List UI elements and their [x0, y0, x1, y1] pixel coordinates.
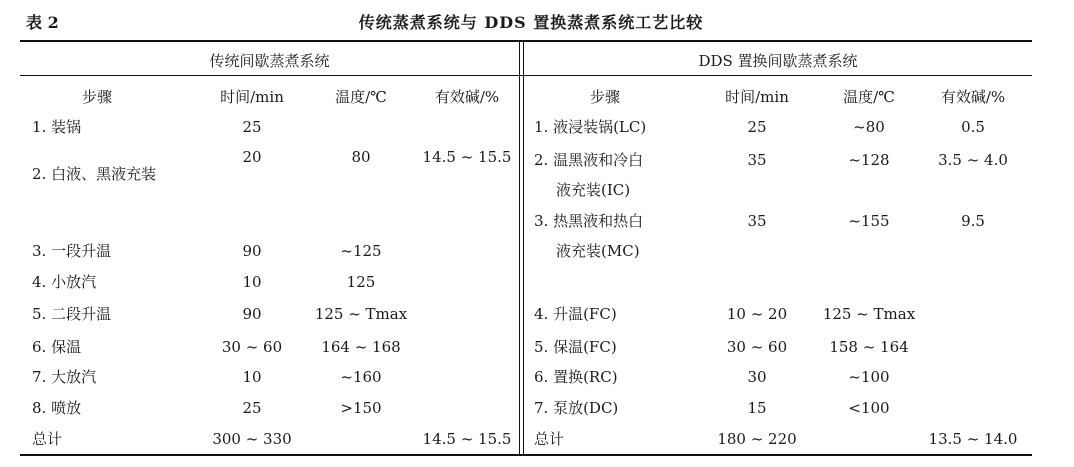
table-number: 表 2 [26, 13, 59, 32]
left-cell-temp: 125 ~ Tmax [314, 305, 408, 323]
left-cell-step: 2. 白液、黑液充装 [32, 165, 157, 183]
right-cell-time: 35 [747, 212, 767, 230]
left-cell-time: 90 [242, 305, 262, 323]
right-cell-time: 30 ~ 60 [726, 338, 788, 356]
right-cell-temp: ~128 [848, 151, 890, 169]
left-cell-temp: 125 [346, 273, 376, 291]
right-cell-step: 7. 泵放(DC) [534, 399, 619, 417]
left-cell-time: 30 ~ 60 [221, 338, 283, 356]
left-total-alkali: 14.5 ~ 15.5 [422, 430, 512, 448]
left-cell-temp: 164 ~ 168 [321, 338, 401, 356]
right-cell-step-continued: 液充装(IC) [556, 181, 631, 199]
right-cell-alkali: 9.5 [961, 212, 985, 230]
left-total-time: 300 ~ 330 [212, 430, 292, 448]
right-cell-temp: 158 ~ 164 [829, 338, 909, 356]
left-cell-temp: 80 [351, 148, 371, 166]
right-header-temp: 温度/℃ [843, 88, 895, 106]
left-cell-time: 10 [242, 273, 262, 291]
right-header-time: 时间/min [725, 88, 789, 106]
right-cell-temp: 125 ~ Tmax [822, 305, 916, 323]
table-caption [26, 10, 1036, 32]
right-cell-temp: ~100 [848, 368, 890, 386]
left-cell-step: 3. 一段升温 [32, 242, 112, 260]
right-cell-alkali: 0.5 [961, 118, 985, 136]
left-cell-time: 25 [242, 118, 262, 136]
right-cell-step: 4. 升温(FC) [534, 305, 617, 323]
right-cell-step: 5. 保温(FC) [534, 338, 617, 356]
left-cell-step: 5. 二段升温 [32, 305, 112, 323]
right-cell-time: 30 [747, 368, 767, 386]
left-cell-temp: >150 [340, 399, 382, 417]
table-title: 传统蒸煮系统与 DDS 置换蒸煮系统工艺比较 [358, 13, 704, 32]
left-cell-time: 25 [242, 399, 262, 417]
left-cell-time: 20 [242, 148, 262, 166]
left-cell-step: 1. 装锅 [32, 118, 82, 136]
left-header-alkali: 有效碱/% [434, 88, 500, 106]
right-group-title: DDS 置换间歇蒸煮系统 [698, 52, 858, 70]
left-cell-alkali: 14.5 ~ 15.5 [422, 148, 512, 166]
left-cell-temp: ~160 [340, 368, 382, 386]
left-total-label: 总计 [32, 430, 63, 448]
right-cell-time: 15 [747, 399, 767, 417]
top-rule [20, 40, 1032, 42]
left-header-time: 时间/min [220, 88, 284, 106]
right-cell-alkali: 3.5 ~ 4.0 [938, 151, 1008, 169]
left-cell-time: 90 [242, 242, 262, 260]
right-total-label: 总计 [534, 430, 565, 448]
right-cell-temp: <100 [848, 399, 890, 417]
right-header-step: 步骤 [589, 88, 620, 106]
left-header-step: 步骤 [81, 88, 112, 106]
header-rule [20, 75, 1032, 76]
right-cell-time: 35 [747, 151, 767, 169]
bottom-rule [20, 454, 1032, 456]
left-cell-temp: ~125 [340, 242, 382, 260]
left-cell-step: 4. 小放汽 [32, 273, 97, 291]
left-cell-time: 10 [242, 368, 262, 386]
left-cell-step: 7. 大放汽 [32, 368, 97, 386]
right-total-alkali: 13.5 ~ 14.0 [928, 430, 1018, 448]
right-cell-step: 2. 温黑液和冷白 [534, 151, 644, 169]
left-cell-step: 6. 保温 [32, 338, 82, 356]
right-cell-step: 1. 液浸装锅(LC) [534, 118, 647, 136]
column-divider [523, 41, 524, 455]
right-cell-temp: ~155 [848, 212, 890, 230]
right-total-time: 180 ~ 220 [717, 430, 797, 448]
right-cell-step: 6. 置换(RC) [534, 368, 618, 386]
left-header-temp: 温度/℃ [335, 88, 387, 106]
right-cell-time: 10 ~ 20 [726, 305, 788, 323]
left-cell-step: 8. 喷放 [32, 399, 82, 417]
right-cell-step: 3. 热黑液和热白 [534, 212, 644, 230]
right-cell-temp: ~80 [853, 118, 885, 136]
right-cell-time: 25 [747, 118, 767, 136]
left-group-title: 传统间歇蒸煮系统 [209, 52, 330, 70]
right-cell-step-continued: 液充装(MC) [556, 242, 640, 260]
right-header-alkali: 有效碱/% [940, 88, 1006, 106]
